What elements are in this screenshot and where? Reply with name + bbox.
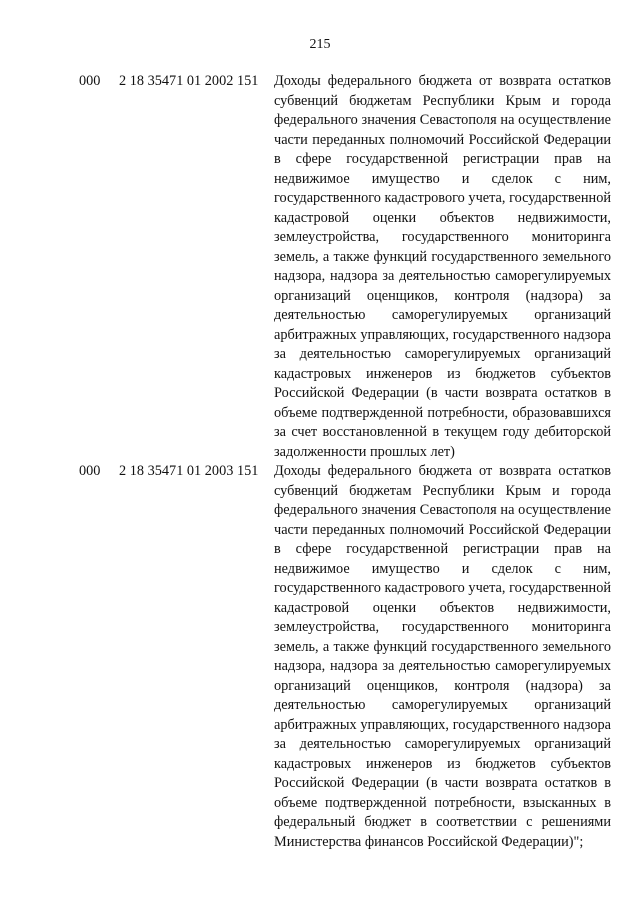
budget-classification-code: 2 18 35471 01 2003 151 <box>119 463 259 479</box>
page-number: 215 <box>309 37 331 52</box>
revenue-description: Доходы федерального бюджета от возврата остатков субвенций бюджетам Республики Крым и города федерального значения Севастополя на осуществление части переданных полномочий Российской Федерации в сфере государственной регистрации прав на недвижимое имущество и сделок с ним, государственного кадастрового учета, государственной кадастровой оценки объектов недвижимости, землеустройства, государственного мониторинга земель, а также функций государственного земельного надзора, надзора за деятельностью саморегулируемых организаций оценщиков, контроля (надзора) за деятельностью саморегулируемых организаций арбитражных управляющих, государственного надзора за деятельностью саморегулируемых организаций кадастровых инженеров из бюджетов субъектов Российской Федерации (в части возврата остатков в объеме подтвержденной потребности, образовавшихся за счет восстановленной в текущем году дебиторской задолженности прошлых лет) <box>274 73 611 460</box>
admin-code: 000 <box>79 463 101 479</box>
admin-code: 000 <box>79 73 101 89</box>
revenue-description: Доходы федерального бюджета от возврата остатков субвенций бюджетам Республики Крым и города федерального значения Севастополя на осуществление части переданных полномочий Российской Федерации в сфере государственной регистрации прав на недвижимое имущество и сделок с ним, государственного кадастрового учета, государственной кадастровой оценки объектов недвижимости, землеустройства, государственного мониторинга земель, а также функций государственного земельного надзора, надзора за деятельностью саморегулируемых организаций оценщиков, контроля (надзора) за деятельностью саморегулируемых организаций арбитражных управляющих, государственного надзора за деятельностью саморегулируемых организаций кадастровых инженеров из бюджетов субъектов Российской Федерации (в части возврата остатков в объеме подтвержденной потребности, взысканных в федеральный бюджет в соответствии с решениями Министерства финансов Российской Федерации)"; <box>274 463 611 850</box>
budget-classification-code: 2 18 35471 01 2002 151 <box>119 73 259 89</box>
